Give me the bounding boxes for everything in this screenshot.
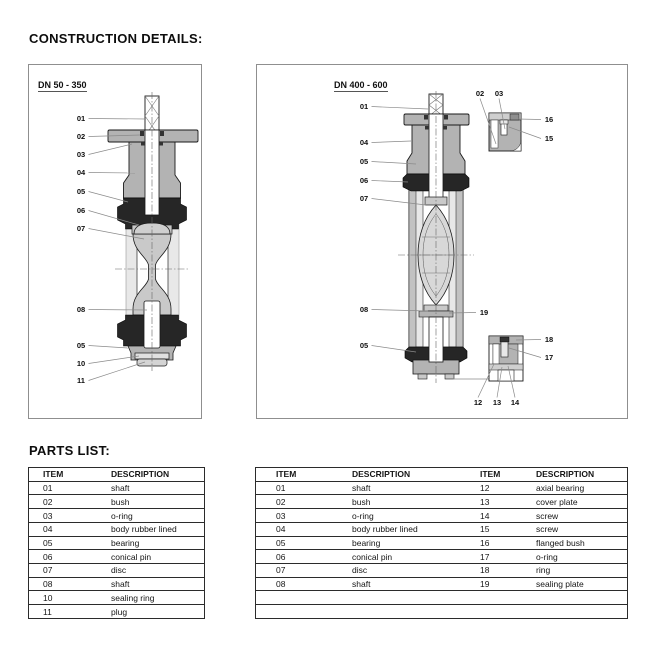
leader-line-10 <box>89 356 140 364</box>
table-cell: sealing ring <box>111 591 205 605</box>
leader-line-01 <box>372 107 429 110</box>
leader-line-08 <box>89 310 148 311</box>
callout-label-03: 03 <box>76 150 86 159</box>
callout-label-05: 05 <box>76 341 86 350</box>
table-row <box>256 605 628 619</box>
table-cell: 11 <box>29 605 112 619</box>
table-row <box>256 591 628 605</box>
callout-label-07: 07 <box>76 224 86 233</box>
table-row <box>256 577 628 591</box>
leader-line-02 <box>480 99 496 145</box>
table-cell: 01 <box>256 481 353 495</box>
leader-line-05 <box>89 346 129 349</box>
leader-line-07 <box>372 199 427 206</box>
table-cell: body rubber lined <box>111 522 205 536</box>
callout-label-13: 13 <box>492 398 502 407</box>
table-cell: disc <box>352 564 480 578</box>
leader-line-11 <box>89 362 146 381</box>
table-cell: ring <box>536 564 628 578</box>
table-cell: conical pin <box>352 550 480 564</box>
table-row <box>256 495 628 509</box>
table-row <box>29 495 205 509</box>
table-cell: sealing plate <box>536 577 628 591</box>
column-header: ITEM <box>480 469 501 480</box>
callout-label-02: 02 <box>475 89 485 98</box>
callout-label-05: 05 <box>359 341 369 350</box>
callout-label-11: 11 <box>77 376 85 385</box>
callout-label-04: 04 <box>76 168 86 177</box>
leader-line-08 <box>372 310 429 312</box>
table-cell: cover plate <box>536 495 628 509</box>
table-cell: 01 <box>29 481 112 495</box>
column-header: DESCRIPTION <box>352 469 411 480</box>
callout-label-01: 01 <box>76 114 86 123</box>
leader-line-13 <box>497 367 502 398</box>
callout-label-10: 10 <box>76 359 86 368</box>
table-cell: screw <box>536 509 628 523</box>
table-cell <box>352 591 480 605</box>
range-label-dn50-350: DN 50 - 350 <box>38 80 87 90</box>
callout-label-12: 12 <box>473 398 483 407</box>
callout-label-18: 18 <box>544 335 554 344</box>
column-header: DESCRIPTION <box>111 469 170 480</box>
table-cell: 07 <box>29 564 112 578</box>
leader-line-06 <box>372 181 409 183</box>
table-cell <box>256 605 353 619</box>
table-cell: 08 <box>29 577 112 591</box>
table-cell: flanged bush <box>536 536 628 550</box>
table-row <box>256 550 628 564</box>
callout-label-17: 17 <box>544 353 554 362</box>
table-cell: 16 <box>480 536 536 550</box>
leader-line-04 <box>372 141 412 143</box>
table-cell: 05 <box>29 536 112 550</box>
callout-label-16: 16 <box>544 115 554 124</box>
table-row <box>29 481 205 495</box>
table-cell: 03 <box>29 509 112 523</box>
leader-line-03 <box>499 99 505 130</box>
table-row <box>29 564 205 578</box>
callout-label-04: 04 <box>359 138 369 147</box>
table-cell: plug <box>111 605 205 619</box>
leader-line-03 <box>89 144 133 155</box>
table-cell: 15 <box>480 522 536 536</box>
column-header: ITEM <box>43 469 64 480</box>
callout-label-05: 05 <box>76 187 86 196</box>
callout-leader-lines <box>257 65 627 418</box>
leader-line-07 <box>89 229 145 240</box>
table-cell: 14 <box>480 509 536 523</box>
leader-line-05 <box>372 162 417 165</box>
table-cell: axial bearing <box>536 481 628 495</box>
table-cell <box>480 591 536 605</box>
leader-line-04 <box>89 173 136 174</box>
table-cell: 02 <box>29 495 112 509</box>
diagram-box-dn50-350 <box>28 64 202 419</box>
leader-line-16 <box>518 119 541 120</box>
parts-table-left <box>28 467 205 619</box>
table-row <box>29 509 205 523</box>
range-label-dn400-600: DN 400 - 600 <box>334 80 388 90</box>
leader-line-14 <box>508 366 515 398</box>
leader-line-19 <box>449 313 476 314</box>
table-cell: 06 <box>29 550 112 564</box>
table-row <box>29 577 205 591</box>
table-cell: 05 <box>256 536 353 550</box>
diagram-box-dn400-600 <box>256 64 628 419</box>
table-cell: o-ring <box>536 550 628 564</box>
table-cell <box>352 605 480 619</box>
table-row <box>29 536 205 550</box>
table-row <box>29 605 205 619</box>
table-cell: 08 <box>256 577 353 591</box>
table-cell: 10 <box>29 591 112 605</box>
table-row <box>256 536 628 550</box>
leader-line-12 <box>478 364 494 398</box>
table-cell: o-ring <box>352 509 480 523</box>
table-cell <box>536 591 628 605</box>
leader-line-15 <box>509 127 541 139</box>
table-row <box>29 591 205 605</box>
callout-label-01: 01 <box>359 102 369 111</box>
table-cell: o-ring <box>111 509 205 523</box>
table-cell: 04 <box>29 522 112 536</box>
table-cell: 07 <box>256 564 353 578</box>
table-cell: shaft <box>352 577 480 591</box>
table-row <box>256 564 628 578</box>
table-cell: 18 <box>480 564 536 578</box>
table-cell: bush <box>352 495 480 509</box>
leader-line-02 <box>89 135 141 137</box>
leader-line-18 <box>516 340 541 341</box>
leader-line-17 <box>509 348 541 358</box>
construction-details-title: CONSTRUCTION DETAILS: <box>29 31 203 46</box>
table-cell: 03 <box>256 509 353 523</box>
table-cell: shaft <box>111 481 205 495</box>
table-cell: 13 <box>480 495 536 509</box>
table-cell: disc <box>111 564 205 578</box>
callout-leader-lines <box>29 65 201 418</box>
table-cell <box>536 605 628 619</box>
table-cell: shaft <box>352 481 480 495</box>
table-cell: bush <box>111 495 205 509</box>
table-cell: bearing <box>352 536 480 550</box>
parts-table-right <box>255 467 628 619</box>
table-cell: screw <box>536 522 628 536</box>
leader-line-01 <box>89 119 147 120</box>
callout-label-05: 05 <box>359 157 369 166</box>
table-cell: bearing <box>111 536 205 550</box>
table-cell: shaft <box>111 577 205 591</box>
callout-label-08: 08 <box>359 305 369 314</box>
callout-label-19: 19 <box>479 308 489 317</box>
callout-label-03: 03 <box>494 89 504 98</box>
leader-line-05 <box>89 192 129 203</box>
callout-label-06: 06 <box>76 206 86 215</box>
callout-label-14: 14 <box>510 398 520 407</box>
table-cell: 06 <box>256 550 353 564</box>
table-cell: body rubber lined <box>352 522 480 536</box>
table-cell: conical pin <box>111 550 205 564</box>
table-row <box>29 550 205 564</box>
table-cell <box>480 605 536 619</box>
table-cell <box>256 591 353 605</box>
leader-line-05 <box>372 346 417 353</box>
callout-label-02: 02 <box>76 132 86 141</box>
table-row <box>256 509 628 523</box>
table-row <box>256 522 628 536</box>
table-cell: 19 <box>480 577 536 591</box>
table-cell: 12 <box>480 481 536 495</box>
callout-label-08: 08 <box>76 305 86 314</box>
table-cell: 02 <box>256 495 353 509</box>
callout-label-07: 07 <box>359 194 369 203</box>
table-cell: 04 <box>256 522 353 536</box>
parts-list-title: PARTS LIST: <box>29 443 111 458</box>
callout-label-15: 15 <box>544 134 554 143</box>
table-row <box>29 522 205 536</box>
callout-label-06: 06 <box>359 176 369 185</box>
column-header: ITEM <box>276 469 297 480</box>
column-header: DESCRIPTION <box>536 469 595 480</box>
table-cell: 17 <box>480 550 536 564</box>
table-row <box>256 481 628 495</box>
leader-line-06 <box>89 211 140 226</box>
